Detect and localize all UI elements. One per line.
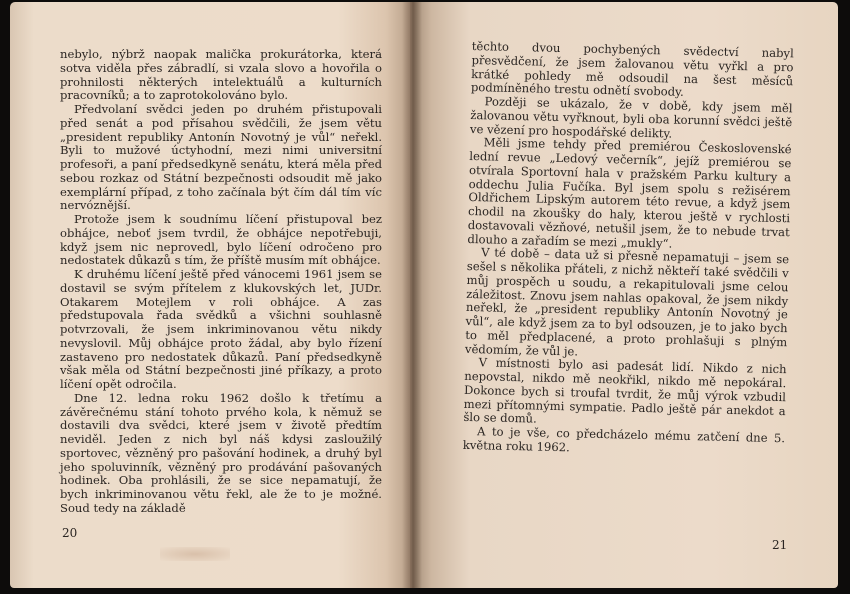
right-page-text (463, 40, 794, 460)
paragraph: V místnosti bylo asi padesát lidí. Nikdo z nich nepovstal, nikdo mě neokřikl, nikdo mě nepokáral. Dokonce bych si troufal tvrdit, že můj výrok vzbudil mezi přítomnými sympatie. Padlo ještě pár anekdot a šlo se domů. (463, 355, 787, 426)
book-gutter (402, 2, 422, 588)
paragraph: A to je vše, co předcházelo mému zatčení dne 5. května roku 1962. (462, 424, 786, 455)
paragraph: V té době – data už si přesně nepamatuji – jsem se sešel s několika přáteli, z nichž někteří také svědčili v můj prospěch u soudu, a rekapitulovali jsme celou záležitost. Znovu jsem nahlas opakoval, že jsem nikdy neřekl, že „president republiky Antonín Novotný je vůl“, ale když jsem za to byl odsouzen, je to jako bych to měl předplacené, a proto prohlašuji s plným vědomím, že vůl je. (464, 245, 790, 358)
right-page (410, 2, 838, 588)
paragraph: Dne 12. ledna roku 1962 došlo k třetímu a závěrečnému stání tohoto prvého kola, k němuž se dostavili dva svědci, které jsem v životě předtím neviděl. Jeden z nich byl náš kdysi zasloužilý sportovec, vězněný pro pašování hodinek, a druhý byl jeho spoluvinník, vězněný pro prodávání pašovaných hodinek. Oba prohlásili, že se sice nepamatují, že bych inkriminovanou větu řekl, ale že to je možné. Soud tedy na základě (60, 390, 382, 515)
paragraph: K druhému líčení ještě před vánocemi 1961 jsem se dostavil se svým přítelem z klukovských let, JUDr. Otakarem Motejlem v roli obhájce. A zas předstupovala řada svědků a všichni souhlasně potvrzovali, že jsem inkriminovanou větu nikdy nevyslovil. Můj obhájce proto žádal, aby bylo řízení zastaveno pro nedostatek důkazů. Paní předsedkyně však měla od Státní bezpečnosti jiné příkazy, a proto líčení opět odročila. (60, 267, 382, 391)
page-number-left: 20 (62, 526, 78, 540)
page-stain (160, 547, 230, 561)
paragraph: nebylo, nýbrž naopak malička prokurátorka, která sotva viděla přes zábradlí, si vzala slovo a hovořila o prohnilosti některých intelektuálů a kulturních pracovníků; a to zaprotokolováno bylo. (60, 47, 382, 103)
open-book (10, 2, 840, 592)
paragraph: Měli jsme tehdy před premiérou Československé lední revue „Ledový večerník“, jejíž premiérou se otvírala Sportovní hala v pražském Parku kultury a oddechu Julia Fučíka. Byl jsem spolu s režisérem Oldřichem Lipským autorem této revue, a když jsem chodil na zkoušky do haly, kterou ještě v rychlosti dostavovali vězňové, netušil jsem, že to nebude trvat dlouho a zařadím se mezi „mukly“. (467, 135, 792, 251)
paragraph: Předvolaní svědci jeden po druhém přistupovali před senát a pod přísahou svědčili, že jsem větu „president republiky Antonín Novotný je vůl“ neřekl. Byli to mužové úctyhodní, mezi nimi universitní profesoři, a paní předsedkyně senátu, která měla před sebou rozkaz od Státní bezpečnosti odsoudit mě jako exemplární případ, z toho začínala být čím dál tím víc nervóznější. (60, 102, 382, 213)
left-page-text (60, 48, 382, 516)
page-number-right: 21 (772, 538, 788, 552)
paragraph: Protože jsem k soudnímu líčení přistupoval bez obhájce, neboť jsem tvrdil, že obhájce nepotřebuji, když jsem nic neprovedl, bylo líčení odročeno pro nedostatek důkazů s tím, že příště musím mít obhájce. (60, 212, 382, 268)
left-page (10, 2, 410, 588)
paragraph: těchto dvou pochybených svědectví nabyl přesvědčení, že jsem žalovanou větu vyřkl a pro krátké pohledy mě odsoudil na šest měsíců podmíněného trestu odnětí svobody. (470, 39, 794, 100)
paragraph: Později se ukázalo, že v době, kdy jsem měl žalovanou větu vyřknout, byli oba korunní svědci ještě ve vězení pro hospodářské delikty. (469, 94, 793, 141)
